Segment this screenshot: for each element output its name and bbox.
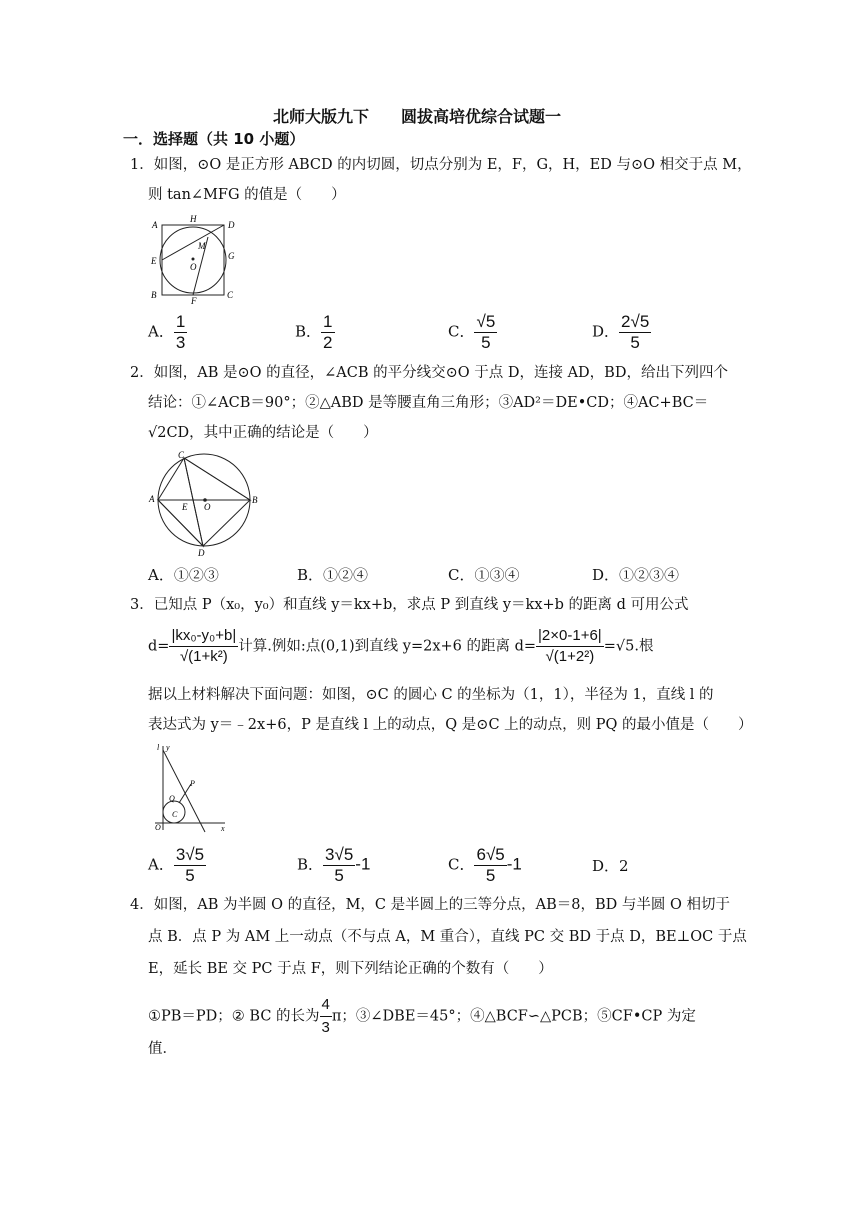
q1-label-f: F	[191, 296, 197, 305]
q2-line1: 2．如图，AB 是⊙O 的直径，∠ACB 的平分线交⊙O 于点 D，连接 AD，BD，给出下列四个	[130, 365, 728, 381]
q3-option-d[interactable]: D．2	[592, 857, 629, 875]
q1-figure	[148, 213, 240, 305]
q3-option-c[interactable]: C． $\frac{6√5}{5}$ -1	[448, 845, 522, 885]
q3-line3: 据以上材料解决下面问题：如图，⊙C 的圆心 C 的坐标为（1，1），半径为 1，直线 l 的	[148, 687, 714, 703]
q2-figure	[146, 450, 266, 558]
q3-example-numerator: |2×0-1+6|	[536, 626, 604, 647]
q4-line4-start: ①PB＝PD；② BC 的长为	[148, 1008, 320, 1025]
q2-line3: √2CD，其中正确的结论是（ ）	[148, 425, 378, 441]
q2-label-o: O	[204, 502, 211, 512]
q2-label-e: E	[182, 502, 188, 512]
q3-formula-denominator: √(1+k²)	[179, 648, 228, 665]
q1-option-a[interactable]: A． $\frac{1}{3}$	[148, 312, 186, 352]
q1-label-g: G	[228, 251, 235, 261]
q3-formula-text: 计算.例如:点(0,1)到直线 y=2x+6 的距离 d=	[238, 638, 537, 655]
q4-line3: E，延长 BE 交 PC 于点 F，则下列结论正确的个数有（ ）	[148, 961, 553, 977]
q4-line5: 值．	[148, 1041, 177, 1057]
q3-option-b[interactable]: B． $\frac{3√5}{5}$ -1	[297, 845, 371, 885]
q2-line2: 结论：①∠ACB＝90°；②△ABD 是等腰直角三角形；③AD²＝DE•CD；④AC+BC＝	[148, 395, 709, 411]
q1-line2: 则 tan∠MFG 的值是（ ）	[148, 187, 346, 203]
q2-label-a: A	[149, 494, 155, 504]
q2-option-a[interactable]: A．①②③	[148, 566, 219, 584]
q1-label-d: D	[228, 220, 235, 230]
q1-label-b: B	[151, 290, 157, 300]
q2-option-b[interactable]: B．①②④	[297, 566, 369, 584]
q3-option-a[interactable]: A． $\frac{3√5}{5}$	[148, 845, 205, 885]
q3-label-y: y	[166, 743, 170, 752]
q4-line4	[148, 994, 696, 1039]
q1-label-h: H	[190, 214, 197, 224]
q4-line1: 4．如图，AB 为半圆 O 的直径，M，C 是半圆上的三等分点，AB＝8，BD 与半圆 O 相切于	[130, 897, 730, 913]
q3-label-o: O	[155, 823, 161, 832]
q4-line4-end: π；③∠DBE＝45°；④△BCF∽△PCB；⑤CF•CP 为定	[331, 1008, 696, 1025]
q2-label-d: D	[198, 548, 205, 558]
q3-label-p: P	[190, 779, 195, 788]
q4-line2: 点 B．点 P 为 AM 上一动点（不与点 A，M 重合），直线 PC 交 BD 于点 D，BE⊥OC 于点	[148, 929, 747, 945]
q3-label-l: l	[157, 743, 160, 752]
q1-label-a: A	[152, 220, 158, 230]
q1-option-b[interactable]: B． $\frac{1}{2}$	[295, 312, 333, 352]
q2-label-c: C	[178, 450, 185, 460]
q3-formula-line	[148, 626, 653, 667]
q3-formula-numerator: |kx₀-y₀+b|	[169, 626, 238, 647]
q3-label-x: x	[221, 824, 225, 833]
q3-line1: 3．已知点 P（x₀，y₀）和直线 y＝kx+b，求点 P 到直线 y＝kx+b 的距离 d 可用公式	[130, 597, 689, 613]
q3-label-q: Q	[169, 794, 175, 803]
q1-label-e: E	[151, 256, 157, 266]
q3-line4: 表达式为 y＝﹣2x+6，P 是直线 l 上的动点，Q 是⊙C 上的动点，则 PQ 的最小值是（ ）	[148, 717, 753, 733]
q3-formula-end: =√5.根	[603, 638, 654, 655]
q1-label-o: O	[190, 262, 197, 272]
q3-label-c: C	[172, 810, 178, 819]
q3-formula-lhs: d=	[148, 638, 170, 655]
q1-label-c: C	[227, 290, 234, 300]
q2-option-c[interactable]: C．①③④	[448, 566, 520, 584]
q4-arc-denominator: 3	[321, 1019, 330, 1036]
q4-arc-numerator: 4	[320, 994, 332, 1017]
section-heading: 一．选择题（共 10 小题）	[123, 130, 305, 148]
q1-label-m: M	[198, 241, 206, 251]
q2-label-b: B	[252, 495, 258, 505]
q1-option-c[interactable]: C． $\frac{√5}{5}$	[448, 312, 496, 352]
page-title: 北师大版九下 圆拔高培优综合试题一	[273, 107, 562, 126]
q3-figure	[143, 742, 233, 836]
q2-option-d[interactable]: D．①②③④	[592, 566, 680, 584]
q3-example-denominator: √(1+2²)	[545, 648, 595, 665]
q1-option-d[interactable]: D． $\frac{2√5}{5}$	[592, 312, 650, 352]
q1-line1: 1．如图，⊙O 是正方形 ABCD 的内切圆，切点分别为 E，F，G，H，ED 与⊙O 相交于点 M，	[130, 157, 752, 173]
